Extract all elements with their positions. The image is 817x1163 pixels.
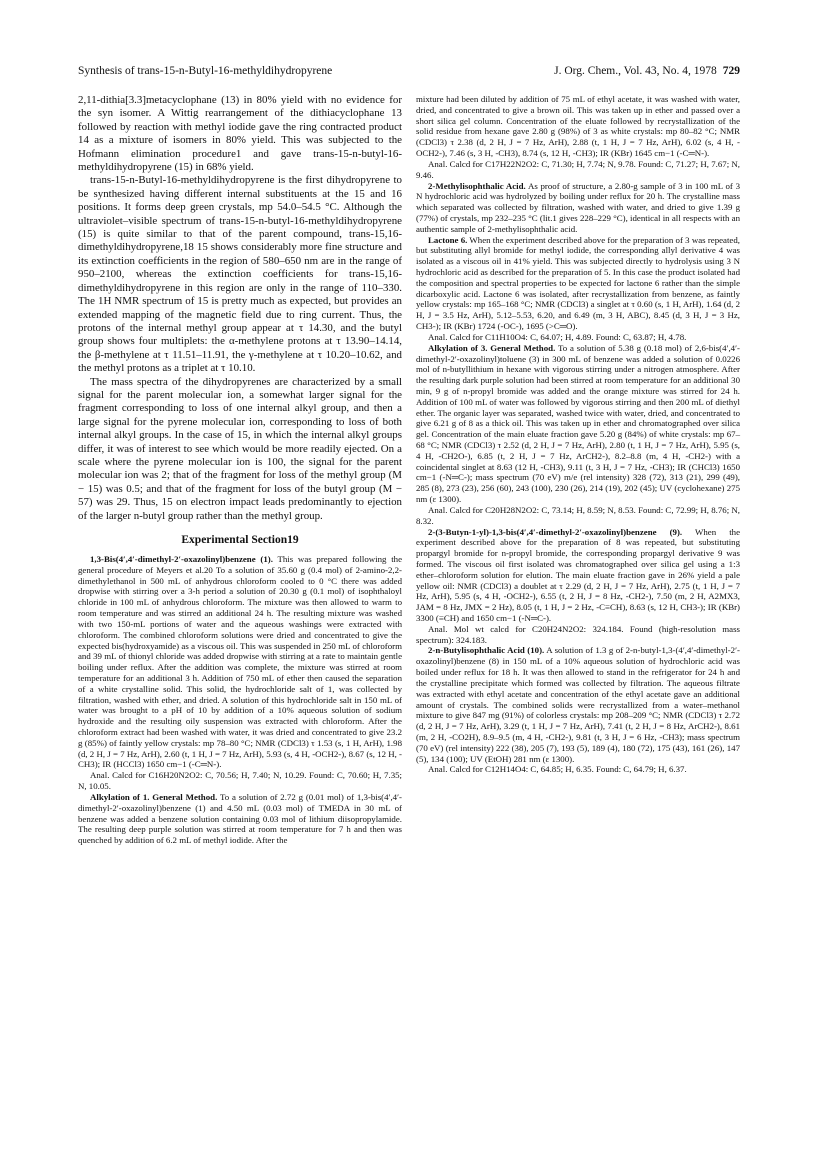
paragraph-body: Anal. Calcd for C17H22N2O2: C, 71.30; H, 7.74; N, 9.78. Found: C, 71.27; H, 7.67; N, 9.46. [416, 158, 740, 180]
experimental-paragraph [416, 527, 740, 624]
page-number: 729 [722, 65, 740, 77]
paragraph-title: Alkylation of 3. General Method. [428, 342, 556, 353]
experimental-paragraph [416, 764, 740, 775]
paragraph-body: To a solution of 5.38 g (0.18 mol) of 2,6-bis(4′,4′-dimethyl-2′-oxazolinyl)toluene (3) in 300 mL of benzene was added a solution of 0.0226 mol of n-butyllithium in hexane with vigorous stirring under a nitrogen atmosphere. After the resulting dark purple solution had been stirred at room temperature for an additional 30 min, 9 g of n-propyl bromide was added and the orange mixture was stirred for 24 h. Addition of 100 mL of water was followed by vigorous stirring and then 200 mL of diethyl ether. The organic layer was separated, washed twice with water, dried, and concentrated to give 6.21 g of 8 as a thick oil. This was taken up in ether and chromatographed over silica gel. Concentration of the main eluate fraction gave 5.20 g (84%) of white crystals: mp 67–68 °C; NMR (CDCl3) τ 2.52 (d, 2 H, J = 7 Hz, ArH), 2.80 (t, 1 H, J = 7 Hz, ArH), 5.95 (s, 4 H, -CH2O-), 6.85 (t, 2 H, J = 7 Hz, ArCH2-), 8.2–8.8 (m, 4 H, -CH2-) with a coincidental singlet at 8.63 (12 H, -CH3), 9.11 (t, 3 H, J = 7 Hz, -CH3); IR (CHCl3) 1650 cm−1 (-N═C-); mass spectrum (70 eV) m/e (rel intensity) 328 (72), 313 (21), 299 (49), 285 (8), 273 (23), 256 (60), 243 (100), 230 (26), 214 (19), 202 (45); UV (cyclohexane) 275 nm (ε 1300). [416, 342, 740, 505]
paragraph-body: Anal. Mol wt calcd for C20H24N2O2: 324.184. Found (high-resolution mass spectrum): 324.183. [416, 623, 740, 645]
paragraph-body: A solution of 1.3 g of 2-n-butyl-1,3-(4′,4′-dimethyl-2′-oxazolinyl)benzene (8) in 150 mL of a 10% aqueous solution of hydrochloric acid was boiled under reflux for 18 h. It was then allowed to stand in the refrigerator for 24 h and the crystalline precipitate which formed was collected by filtration. The aqueous filtrate was extracted with ethyl acetate and concentration of the ethyl acetate gave an additional amount of crystals. The combined solids were recrystallized from a water–methanol mixture to give 847 mg (91%) of colorless crystals: mp 208–209 °C; NMR (CDCl3) τ 2.72 (d, 2 H, J = 7 Hz, ArH), 3.29 (t, 1 H, J = 7 Hz, ArH), 7.41 (t, 2 H, J = 8 Hz, ArCH2-), 8.61 (m, 2 H, -CO2H), 8.9–9.5 (m, 4 H, -CH2-), 9.81 (t, 3 H, J = 6 Hz, -CH3); mass spectrum (70 eV) (rel intensity) 222 (38), 205 (7), 193 (5), 189 (4), 180 (72), 175 (43), 161 (26), 147 (5), 134 (100); UV (EtOH) 281 nm (ε 1300). [416, 645, 740, 764]
running-title: Synthesis of trans-15-n-Butyl-16-methyldihydropyrene [78, 65, 333, 77]
paragraph-body: When the experiment described above for the preparation of 3 was repeated, but substituting allyl bromide for methyl iodide, the corresponding allyl derivative 4 was isolated as a viscous oil in 41% yield. This was subjected directly to hydrolysis using 3 N hydrochloric acid as described for the preparation of 5. In this case the product isolated had the composition and spectral properties to be expected for lactone 6 rather than the simple dicarboxylic acid. Lactone 6 was isolated, after recrystallization from benzene, as faintly yellow crystals: mp 165–168 °C; NMR (CDCl3) a singlet at τ 0.60 (s, 1 H, ArH), 1.64 (d, 2 H, J = 3.5 Hz, ArH), 5.12–5.53, 6.20, and 6.49 (m, 3 H, ABC), 8.45 (d, 3 H, J = 3 Hz, CH3-); IR (KBr) 1724 (-OC-), 1695 (>C═O). [416, 234, 740, 332]
paragraph-body: Anal. Calcd for C16H20N2O2: C, 70.56; H, 7.40; N, 10.29. Found: C, 70.60; H, 7.35; N, 10.05. [78, 770, 402, 792]
paragraph-body: To a solution of 2.72 g (0.01 mol) of 1,3-bis(4′,4′-dimethyl-2′-oxazolinyl)benzene (1) and 4.50 mL (0.03 mol) of TMEDA in 30 mL of benzene was added a benzene solution containing 0.03 mol of lithium diisopropylamide. The resulting deep purple solution was stirred at room temperature for 7 h and then was quenched by addition of 6.2 mL of methyl iodide. After the [78, 791, 402, 846]
experimental-text [78, 554, 402, 846]
paragraph-title: 1,3-Bis(4′,4′-dimethyl-2′-oxazolinyl)benzene (1). [90, 554, 273, 564]
journal-citation [554, 64, 740, 78]
paragraph-title: Alkylation of 1. General Method. [90, 791, 218, 802]
paragraph-body: Anal. Calcd for C20H28N2O2: C, 73.14; H, 8.59; N, 8.53. Found: C, 72.99; H, 8.76; N, 8.32. [416, 504, 740, 526]
paragraph-body: Anal. Calcd for C12H14O4: C, 64.85; H, 6.35. Found: C, 64.79; H, 6.37. [428, 764, 687, 775]
journal-reference: J. Org. Chem., Vol. 43, No. 4, 1978 [554, 65, 717, 77]
section-heading: Experimental Section19 [181, 534, 299, 546]
paragraph-title: Lactone 6. [428, 234, 468, 245]
experimental-paragraph [78, 770, 402, 792]
paragraph-body: mixture had been diluted by addition of 75 mL of ethyl acetate, it was washed with water, dried, and concentrated to give a brown oil. This was taken up in ether and passed over a short silica gel column. Concentration of the eluate followed by recrystallization of the solid residue from hexane gave 2.80 g (98%) of 3 as white crystals: mp 80–82 °C; NMR (CDCl3) τ 2.38 (d, 2 H, J = 7 Hz, ArH), 2.88 (t, 1 H, J = 7 Hz, ArH), 6.02 (s, 4 H, -OCH2-), 7.46 (s, 3 H, -CH3), 8.74 (s, 12 H, -CH3); IR (KBr) 1645 cm−1 (-C═N-). [416, 94, 740, 159]
experimental-paragraph [78, 792, 402, 846]
discussion-text [78, 94, 402, 523]
paragraph-title: 2-Methylisophthalic Acid. [428, 180, 526, 191]
experimental-paragraph [416, 332, 740, 343]
experimental-paragraph [416, 235, 740, 332]
paragraph-body: As proof of structure, a 2.80-g sample of 3 in 100 mL of 3 N hydrochloric acid was hydrolyzed by boiling under reflux for 20 h. The crystalline mass which separated was collected by filtration, washed with water, and dried to give 1.39 g (77%) of crystals, mp 232–235 °C (lit.1 gives 228–229 °C), identical in all respects with an authentic sample of 2-methylisophthalic acid. [416, 180, 740, 234]
experimental-paragraph [416, 94, 740, 159]
experimental-paragraph [416, 645, 740, 764]
paragraph-body: This was prepared following the general procedure of Meyers et al.20 To a solution of 35.60 g (0.4 mol) of 2-amino-2,2-dimethylethanol in 500 mL of anhydrous chloroform cooled to 0 °C there was added dropwise with stirring over a 3-h period a solution of 20.30 g (0.1 mol) of isophthaloyl chloride in 100 mL of anhydrous chloroform. The mixture was then allowed to warm to room temperature and was stirred an additional 24 h. The resulting mixture was washed with two 150-mL portions of water and the aqueous washings were extracted with chloroform. The combined chloroform solutions were dried and concentrated to give the expected bis(hydroxyamide) as a viscous oil. This was suspended in 250 mL of chloroform and 39 mL of thionyl chloride was added dropwise with stirring at a rate to maintain gentle boiling under reflux. After the addition was complete, the mixture was stirred at room temperature for an additional 3 h. Addition of 750 mL of ether then caused the separation of a white crystalline solid. This solid, the hydrochloride salt of 1, was collected by filtration, washed with ether, and dried. A solution of this hydrochloride salt in 150 mL of water was brought to a pH of 10 by addition of a 10% aqueous solution of sodium hydroxide and the resulting oily suspension was extracted with chloroform. After the chloroform extract had been washed with water, it was dried and concentrated to give 23.2 g (85%) of faintly yellow crystals: mp 78–80 °C; NMR (CDCl3) τ 1.53 (s, 1 H, ArH), 1.98 (d, 2 H, J = 7 Hz, ArH), 2.60 (t, 1 H, J = 7 Hz, ArH), 5.93 (s, 4 H, -OCH2-), 8.67 (s, 12 H, -CH3); IR (HCCl3) 1650 cm−1 (-C═N-). [78, 554, 402, 770]
experimental-paragraph [78, 554, 402, 770]
paragraph-title: 2-n-Butylisophthalic Acid (10). [428, 645, 545, 656]
experimental-paragraph [416, 343, 740, 505]
experimental-paragraph [416, 181, 740, 235]
experimental-paragraph [416, 624, 740, 646]
discussion-paragraph: trans-15-n-Butyl-16-methyldihydropyrene is the first dihydropyrene to be synthesized having different internal substituents at the 15 and 16 positions. It forms deep green crystals, mp 54.0–54.5 °C. Although the ultraviolet–visible spectrum of trans-15-n-butyl-16-methyldihydropyrene (15) is quite similar to that of the parent compound, trans-15,16-dimethyldihydropyrene,18 15 shows considerably more fine structure and its extinction coefficients in the region of 580–650 nm are in the range of 950–2100, whereas the extinction coefficients for trans-15,16-dimethyldihydropyrene in this region are only in the range of 110–330. The 1H NMR spectrum of 15 is pretty much as expected, but provides an extended mapping of the magnetic field due to ring current. Thus, the protons of the internal methyl group appear at τ 14.30, and the butyl group shows four multiplets: the α-methylene protons at τ 13.90–14.14, the β-methylene at τ 11.51–11.91, the γ-methylene at τ 10.20–10.62, and the methyl protons as a triplet at τ 10.10. [78, 174, 402, 375]
paragraph-body: Anal. Calcd for C11H10O4: C, 64.07; H, 4.89. Found: C, 63.87; H, 4.78. [428, 331, 687, 342]
left-column [78, 94, 402, 846]
experimental-paragraph [416, 505, 740, 527]
paragraph-title: 2-(3-Butyn-1-yl)-1,3-bis(4′,4′-dimethyl-2′-oxazolinyl)benzene (9). [428, 526, 683, 537]
paragraph-body: When the experiment described above for the preparation of 8 was repeated, but substituting propargyl bromide for n-propyl bromide, the corresponding propargyl derivative 9 was formed. The viscous oil first isolated was chromatographed over silica gel using a 1:3 ether–chloroform solution for elution. The main eluate fraction gave in 26% yield a pale yellow oil: NMR (CDCl3) a doublet at τ 2.29 (d, 2 H, J = 7 Hz, ArH), 2.75 (t, 1 H, J = 7 Hz, ArH), 5.95 (s, 4 H, -OCH2-), 6.55 (t, 2 H, J = 8 Hz, -CH2-), 7.50 (m, 2 H, A2MX3, JAM = 8 Hz, JMX = 2 Hz), 8.05 (t, 1 H, J = 2 Hz, -C≡CH), 8.63 (s, 12 H, CH3-); IR (KBr) 3300 (≡CH) and 1650 cm−1 (-N═C-). [416, 526, 740, 623]
discussion-paragraph: 2,11-dithia[3.3]metacyclophane (13) in 80% yield with no evidence for the syn isomer. A Wittig rearrangement of the dithiacyclophane 13 followed by reaction with methyl iodide gave the ring contracted product 14 as a mixture of isomers in 80% yield. This was subjected to the Hofmann elimination procedure1 and gave trans-15-n-butyl-16-methyldihydropyrene (15) in 68% yield. [78, 94, 402, 174]
discussion-paragraph: The mass spectra of the dihydropyrenes are characterized by a small signal for the parent molecular ion, a somewhat larger signal for the fragment corresponding to loss of one internal alkyl group, and then a large signal for the pyrene molecular ion, corresponding to loss of both internal alkyl groups. In the case of 15, in which the internal alkyl groups differ, it was of interest to see which would be more readily ejected. On a scale where the pyrene molecular ion is 100, the signal for the parent molecular ion was 2; that of the fragment for loss of the methyl group (M − 15) was 0.5; and that of the fragment for loss of the butyl group (M − 57) was 29. Thus, 15 on electron impact leads predominantly to ejection of the larger n-butyl group rather than the methyl group. [78, 375, 402, 522]
experimental-paragraph [416, 159, 740, 181]
right-column [416, 94, 740, 775]
